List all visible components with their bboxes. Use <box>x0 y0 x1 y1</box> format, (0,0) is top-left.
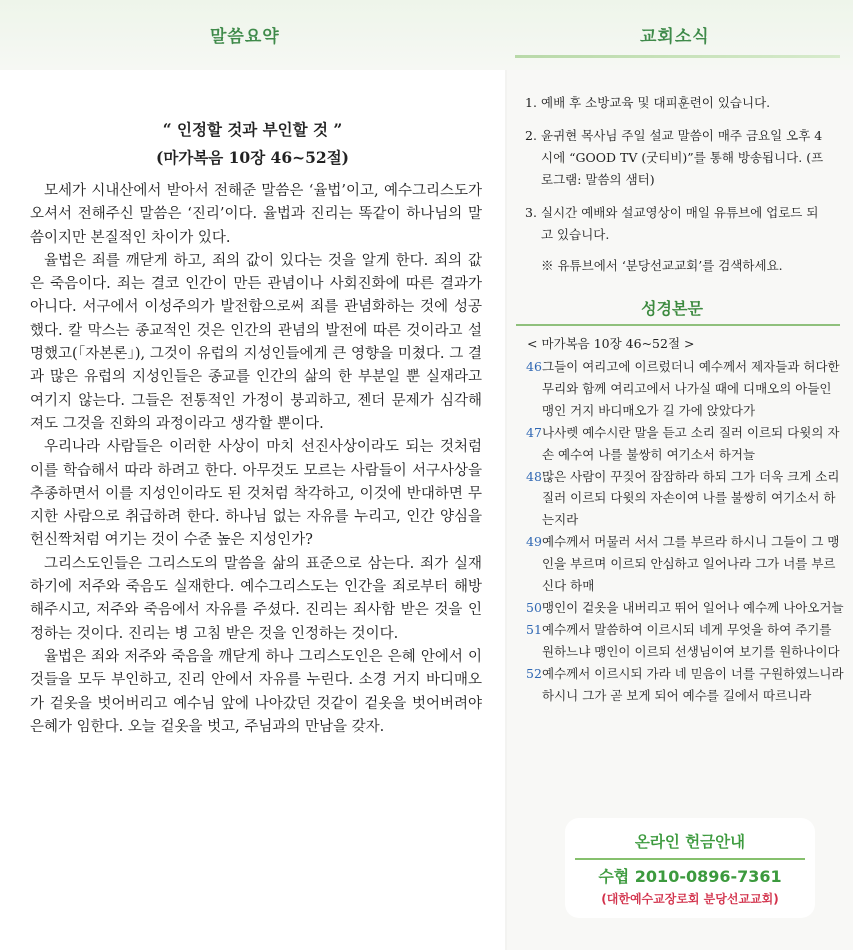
verse-text: 나사렛 예수시란 말을 듣고 소리 질러 이르되 다윗의 자손 예수여 나를 불쌍히 여기소서 하거늘 <box>542 424 840 462</box>
verse-number: 48 <box>526 468 542 484</box>
news-item-number: 3. <box>525 205 537 220</box>
sermon-title: “ 인정할 것과 부인할 것 ” <box>162 120 343 139</box>
news-item <box>525 92 825 114</box>
sermon-paragraph: 모세가 시내산에서 받아서 전해준 말씀은 ‘율법’이고, 예수그리스도가 오셔서 전해주신 말씀은 ‘진리’이다. 율법과 진리는 똑같이 하나님의 말씀이지만 본질적인 차이가 있다. <box>30 183 482 246</box>
verse-text: 그들이 여리고에 이르렀더니 예수께서 제자들과 허다한 무리와 함께 여리고에서 나가실 때에 디매오의 아들인 맹인 거지 바디매오가 길 가에 앉았다가 <box>542 359 840 418</box>
verse <box>527 422 845 466</box>
verse <box>527 466 845 532</box>
online-offering-box <box>565 818 815 918</box>
verse-number: 51 <box>526 621 542 637</box>
verse-number: 47 <box>526 424 542 440</box>
sermon-paragraph: 그리스도인들은 그리스도의 말씀을 삶의 표준으로 삼는다. 죄가 실재하기에 저주와 죽음도 실재한다. 예수그리스도는 인간을 죄로부터 해방해주시고, 저주와 죽음에서 자유를 주셨다. 진리는 죄사함 받은 것을 인정하는 것이다. 진리는 병 고침 받은 것을 인정하는 것이다. <box>30 555 482 642</box>
bible-verses <box>527 356 845 707</box>
verse-number: 46 <box>526 359 542 374</box>
verse-text: 맹인이 겉옷을 내버리고 뛰어 일어나 예수께 나아오거늘 <box>542 599 844 615</box>
news-item <box>525 202 825 246</box>
sermon-paragraph: 율법은 죄와 저주와 죽음을 깨닫게 하나 그리스도인은 은혜 안에서 이것들을 모두 부인하고, 진리 안에서 자유를 누린다. 소경 거지 바디매오가 겉옷을 벗어버리고 예수님 앞에 나아갔던 것같이 겉옷을 벗어버려야 은혜가 임한다. 오늘 겉옷을 벗고, 주님과의 만남을 갖자. <box>30 648 482 735</box>
verse-number: 52 <box>526 665 542 681</box>
sermon-paragraph: 우리나라 사람들은 이러한 사상이 마치 선진사상이라도 되는 것처럼 이를 학습해서 따라 하려고 한다. 아무것도 모르는 사람들이 서구사상을 추종하면서 이를 지성인이라도 된 것처럼 착각하고, 이것에 반대하면 무지한 사람으로 취급하려 한다. 하나님 없는 자유를 누리고, 인간 양심을 헌신짝처럼 여기는 것이 수준 높은 지성인가? <box>30 439 482 549</box>
church-name: (대한예수교장로회 분당선교교회) <box>601 892 779 906</box>
news-item-text: 실시간 예배와 설교영상이 매일 유튜브에 업로드 되고 있습니다. <box>541 205 819 242</box>
youtube-search-note: ※ 유튜브에서 ‘분당선교교회’를 검색하세요. <box>541 258 783 273</box>
news-item-text: 예배 후 소방교육 및 대피훈련이 있습니다. <box>541 95 771 110</box>
verse <box>527 356 845 422</box>
news-item <box>525 125 825 191</box>
verse-number: 49 <box>526 534 542 550</box>
verse <box>527 531 845 597</box>
news-item-text: 윤귀현 목사님 주일 설교 말씀이 매주 금요일 오후 4시에 “GOOD TV (굿티비)”를 통해 방송됩니다. (프로그램: 말씀의 샘터) <box>541 128 824 187</box>
bible-section-title: 성경본문 <box>641 299 703 318</box>
bible-reference: < 마가복음 10장 46~52절 > <box>527 336 695 351</box>
bank-account: 수협 2010-0896-7361 <box>598 867 782 886</box>
news-item-number: 2. <box>525 128 537 143</box>
header-divider <box>515 55 840 58</box>
online-offering-title: 온라인 헌금안내 <box>634 833 746 851</box>
sermon-summary-header: 말씀요약 <box>210 27 280 47</box>
verse-number: 50 <box>526 599 542 615</box>
sermon-scripture-reference: (마가복음 10장 46~52절) <box>156 148 349 167</box>
verse-text: 예수께서 말씀하여 이르시되 네게 무엇을 하여 주기를 원하느냐 맹인이 이르되 선생님이여 보기를 원하나이다 <box>542 621 840 659</box>
church-news-list <box>525 92 825 277</box>
verse-text: 예수께서 머물러 서서 그를 부르라 하시니 그들이 그 맹인을 부르며 이르되 안심하고 일어나라 그가 너를 부르신다 하매 <box>542 534 840 594</box>
sermon-body <box>30 180 482 739</box>
news-item-number: 1. <box>525 95 537 110</box>
verse <box>527 619 845 663</box>
sermon-paragraph: 율법은 죄를 깨닫게 하고, 죄의 값이 있다는 것을 알게 한다. 죄의 값은 죽음이다. 죄는 결코 인간이 만든 관념이나 사회진화에 따른 결과가 아니다. 서구에서 이성주의가 발전함으로써 죄를 관념화하는 것에 성공했다. 칼 막스는 종교적인 것은 인간의 관념의 발전에 따른 것이라고 설명했고(「자본론」), 그것이 유럽의 지성인들에게 큰 영향을 미쳤다. 그 결과 많은 유럽의 지성인들은 종교를 인간의 삶의 한 부분일 뿐 실재라고 여기지 않는다. 그들은 전통적인 가정이 붕괴하고, 젠더 문제가 심각해져도 그것을 진화의 과정이라고 생각할 뿐이다. <box>30 252 482 432</box>
verse <box>527 663 845 707</box>
header-band <box>0 0 853 70</box>
verse <box>527 597 845 619</box>
church-news-header: 교회소식 <box>640 27 710 47</box>
bible-section-divider <box>516 324 840 326</box>
verse-text: 예수께서 이르시되 가라 네 믿음이 너를 구원하였느니라 하시니 그가 곧 보게 되어 예수를 길에서 따르니라 <box>542 665 844 703</box>
online-offering-divider <box>575 858 805 860</box>
verse-text: 많은 사람이 꾸짖어 잠잠하라 하되 그가 더욱 크게 소리 질러 이르되 다윗의 자손이여 나를 불쌍히 여기소서 하는지라 <box>542 468 840 528</box>
